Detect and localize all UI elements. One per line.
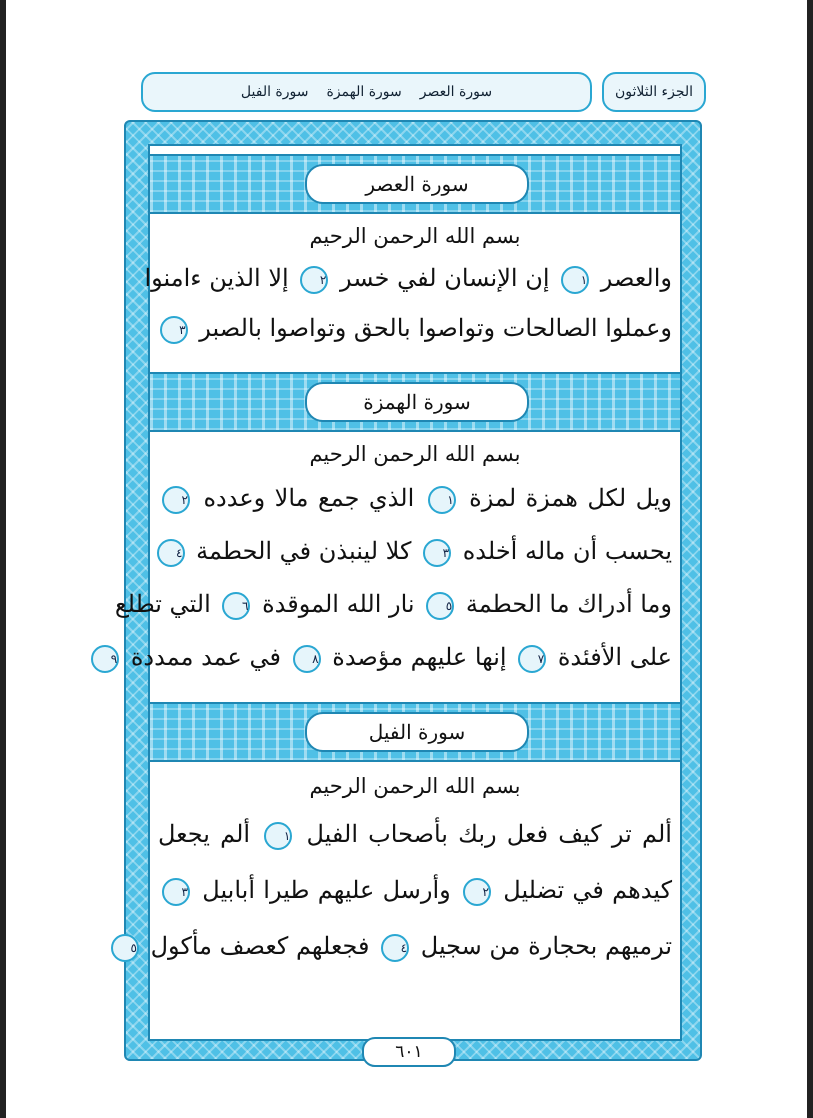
verse-text: التي تطلع [114, 590, 211, 618]
verse-number-marker: ٤ [157, 539, 185, 567]
page-number: ٦٠١ [362, 1037, 456, 1067]
verse-text: على الأفئدة [557, 643, 672, 671]
surah-banner-humazah [150, 372, 680, 432]
verse-number-marker: ٣ [160, 316, 188, 344]
left-edge [0, 0, 6, 1118]
surah-title: سورة الهمزة [305, 382, 529, 422]
verse-text: ويل لكل همزة لمزة [469, 484, 673, 512]
verse-number-marker: ٢ [300, 266, 328, 294]
quran-line [114, 590, 672, 630]
verse-text: إن الإنسان لفي خسر [340, 264, 550, 292]
verse-text: في عمد ممددة [130, 643, 281, 671]
surah-title: سورة الفيل [305, 712, 529, 752]
header-surah-3: سورة الفيل [240, 84, 309, 100]
verse-number-marker: ١ [561, 266, 589, 294]
verse-text: ألم يجعل [158, 820, 251, 848]
header-surah-2: سورة الهمزة [326, 84, 402, 100]
ornamental-frame [110, 120, 702, 1061]
verse-number-marker: ٧ [518, 645, 546, 673]
mushaf-page [96, 62, 716, 1062]
quran-line [130, 932, 672, 972]
verse-number-marker: ٤ [381, 934, 409, 962]
verse-text: كلا لينبذن في الحطمة [196, 537, 412, 565]
quran-line [158, 314, 672, 354]
quran-line [158, 820, 672, 860]
juz-label: الجزء الثلاثون [602, 72, 706, 112]
verse-number-marker: ١ [428, 486, 456, 514]
verse-text: وأرسل عليهم طيرا أبابيل [202, 876, 451, 904]
surah-banner-fil [150, 702, 680, 762]
surah-title: سورة العصر [305, 164, 529, 204]
quran-line [158, 537, 672, 577]
verse-number-marker: ٢ [162, 486, 190, 514]
basmala: بسم الله الرحمن الرحيم [309, 442, 521, 466]
verse-text: والعصر [600, 264, 672, 292]
verse-text: إنها عليهم مؤصدة [332, 643, 507, 671]
verse-text: الذي جمع مالا وعدده [203, 484, 415, 512]
surah-banner-asr [150, 154, 680, 214]
verse-number-marker: ٩ [91, 645, 119, 673]
verse-text: إلا الذين ءامنوا [144, 264, 289, 292]
quran-line [144, 264, 672, 304]
verse-number-marker: ٣ [423, 539, 451, 567]
page-header [141, 72, 706, 112]
quran-line [110, 643, 672, 683]
verse-text: كيدهم في تضليل [503, 876, 673, 904]
verse-text: فجعلهم كعصف مأكول [150, 932, 370, 960]
basmala: بسم الله الرحمن الرحيم [309, 224, 521, 248]
verse-number-marker: ٢ [463, 878, 491, 906]
verse-text: ألم تر كيف فعل ربك بأصحاب الفيل [306, 820, 672, 848]
verse-number-marker: ٥ [111, 934, 139, 962]
verse-number-marker: ٦ [222, 592, 250, 620]
verse-text: وعملوا الصالحات وتواصوا بالحق وتواصوا بالصبر [199, 314, 672, 342]
basmala: بسم الله الرحمن الرحيم [309, 774, 521, 798]
right-edge [807, 0, 813, 1118]
verse-text: ترميهم بحجارة من سجيل [420, 932, 672, 960]
verse-number-marker: ٥ [426, 592, 454, 620]
verse-text: وما أدراك ما الحطمة [465, 590, 672, 618]
text-area [110, 144, 682, 1041]
quran-line [158, 876, 672, 916]
verse-number-marker: ٨ [293, 645, 321, 673]
quran-line [158, 484, 672, 524]
verse-number-marker: ٣ [162, 878, 190, 906]
verse-text: نار الله الموقدة [262, 590, 415, 618]
surah-names-label [141, 72, 592, 112]
header-surah-1: سورة العصر [419, 84, 493, 100]
verse-number-marker: ١ [264, 822, 292, 850]
verse-text: يحسب أن ماله أخلده [462, 537, 672, 565]
